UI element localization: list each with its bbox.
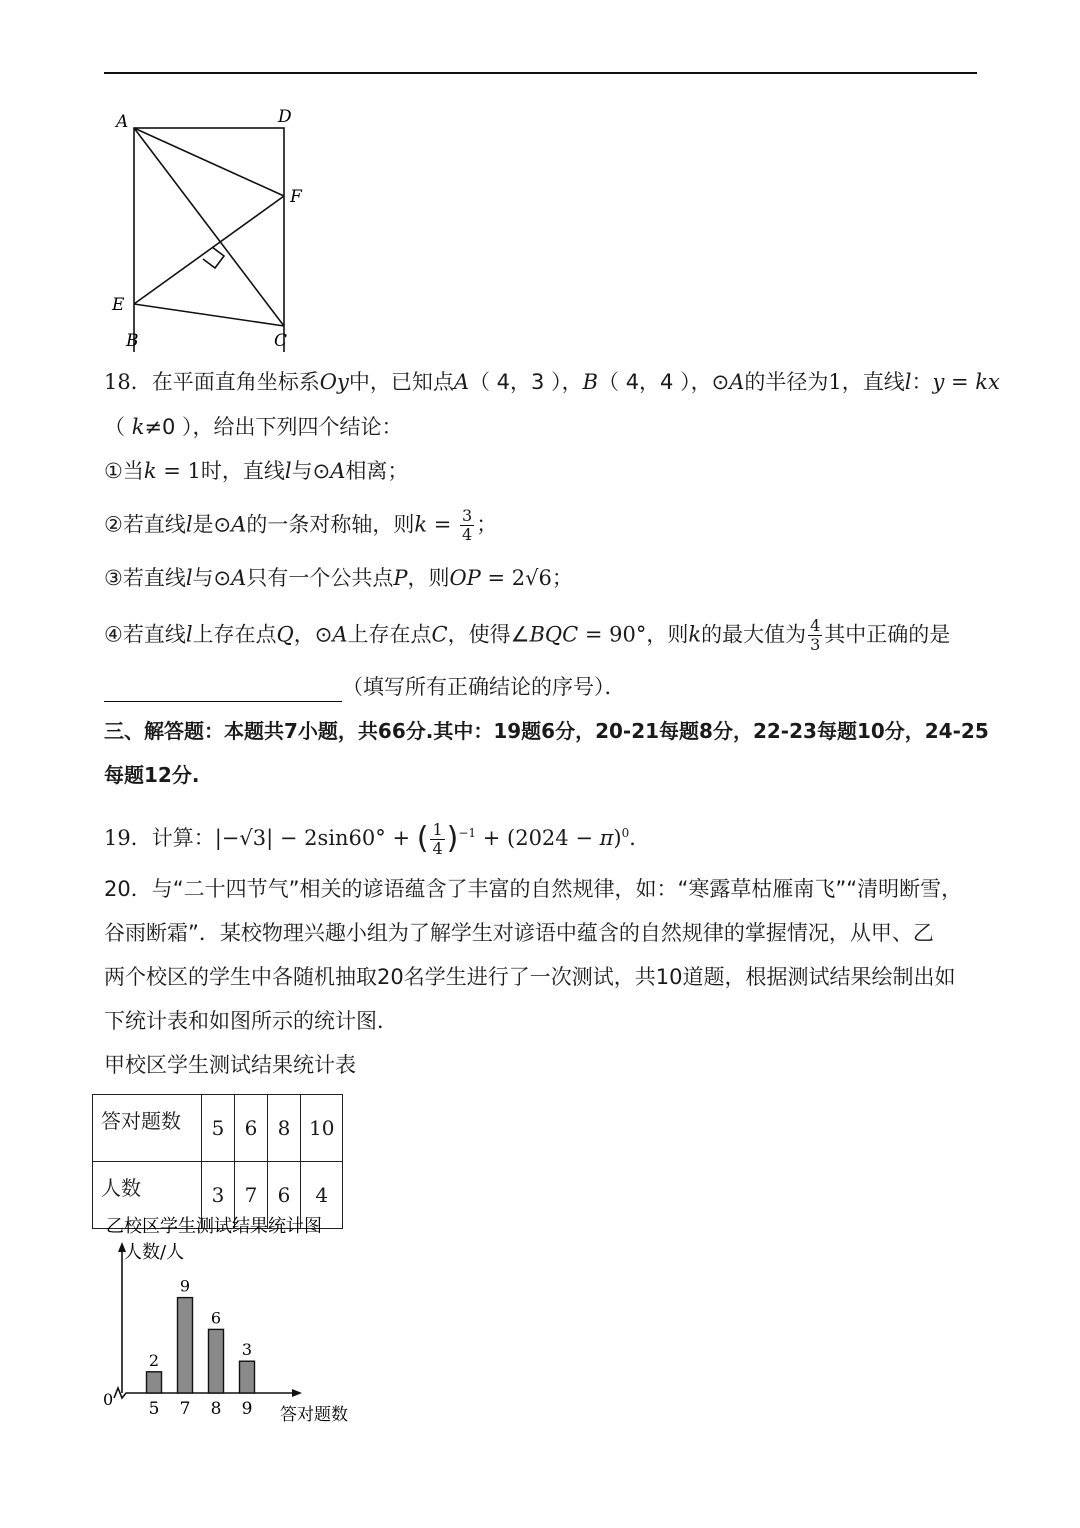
label-f: F (290, 187, 302, 207)
fraction-1-4: $\frac{1}{4}$ (432, 819, 443, 858)
q18-answer-line: （填写所有正确结论的序号）． (104, 672, 626, 702)
segment-ac (134, 128, 284, 326)
bar-9 (240, 1361, 255, 1393)
bar-5 (147, 1372, 162, 1393)
table-cell: 5 (202, 1095, 235, 1162)
q20-line4: 下统计表和如图所示的统计图． (104, 1009, 398, 1033)
table-header: 答对题数 (93, 1095, 202, 1162)
top-rule (104, 72, 977, 74)
bar-7 (178, 1298, 193, 1393)
x-tick-label: 5 (148, 1399, 160, 1419)
table-title: 甲校区学生测试结果统计表 (104, 1053, 356, 1077)
right-angle-mark (203, 247, 224, 268)
geometry-figure (104, 100, 324, 352)
table-cell: 3 (202, 1162, 235, 1229)
chart-ylabel: 人数/人 (124, 1242, 185, 1263)
x-axis-arrow (292, 1389, 302, 1397)
bar-value-label: 6 (210, 1308, 222, 1328)
q19-line: 19．计算：|−√3| − 2sin60° + ( $\frac{1}{4}$ )$^{-1} + (2024 - \pi)^0$． (104, 819, 651, 858)
q20-line3: 两个校区的学生中各随机抽取20名学生进行了一次测试，共10道题，根据测试结果绘制出如 (104, 965, 956, 989)
bar-value-label: 2 (148, 1350, 160, 1370)
label-d: D (278, 107, 292, 127)
q18-line1: 18．在平面直角坐标系Oy中，已知点A（ 4，3 ），B（ 4，4 ），⊙A的半径为1，直线l：y = kx (104, 370, 1000, 394)
table-cell: 10 (301, 1095, 343, 1162)
bar-8 (209, 1329, 224, 1393)
label-e: E (112, 295, 125, 315)
table-header: 人数 (93, 1162, 202, 1229)
chart-xlabel: 答对题数 (280, 1405, 348, 1425)
section3-heading-line2: 每题12分. (104, 763, 200, 787)
answer-blank[interactable] (104, 679, 342, 702)
q20-line2: 谷雨断霜”．某校物理兴趣小组为了解学生对谚语中蕴含的自然规律的掌握情况，从甲、乙 (104, 921, 934, 945)
x-tick-label: 9 (241, 1399, 253, 1419)
segment-af (134, 128, 284, 196)
q18-conclusion-3: ③若直线l与⊙A只有一个公共点P，则OP = 2√6； (104, 566, 573, 590)
segment-ec (134, 304, 284, 326)
table-cell: 8 (268, 1095, 301, 1162)
chart-origin-label: 0 (103, 1390, 114, 1409)
q18-line2: （ k≠0 ），给出下列四个结论： (104, 415, 403, 439)
table-cell: 7 (235, 1162, 268, 1229)
stats-table (92, 1094, 343, 1229)
bar-value-label: 9 (179, 1276, 191, 1296)
table-cell: 4 (301, 1162, 343, 1229)
x-axis (114, 1388, 292, 1398)
x-tick-label: 7 (179, 1399, 191, 1419)
section3-heading-line1: 三、解答题：本题共7小题，共66分.其中：19题6分，20-21每题8分，22-23每题10分，24-25 (104, 719, 989, 743)
q18-conclusion-2: ②若直线l是⊙A的一条对称轴，则k = $\frac{3}{4}$ ； (104, 506, 498, 544)
x-tick-label: 8 (210, 1399, 222, 1419)
table-cell: 6 (235, 1095, 268, 1162)
label-c: C (274, 331, 288, 351)
q18-conclusion-1: ①当k = 1时，直线l与⊙A相离； (104, 459, 409, 483)
table-cell: 6 (268, 1162, 301, 1229)
chart-title: 乙校区学生测试结果统计图 (106, 1216, 322, 1237)
fraction-3-4: $\frac{3}{4}$ (462, 506, 473, 544)
bar-chart (92, 1210, 372, 1428)
table-row (93, 1095, 343, 1162)
fraction-4-3: $\frac{4}{3}$ (810, 616, 821, 654)
q18-conclusion-4: ④若直线l上存在点Q，⊙A上存在点C，使得∠BQC = 90°，则k的最大值为 $\frac{4}{3}$ 其中正确的是 (104, 616, 951, 654)
label-b: B (126, 331, 139, 351)
q20-line1: 20．与“二十四节气”相关的谚语蕴含了丰富的自然规律，如：“寒露草枯雁南飞”“清明断雪， (104, 877, 963, 901)
segment-ef (134, 196, 284, 304)
label-a: A (116, 112, 129, 132)
bar-value-label: 3 (241, 1340, 253, 1360)
